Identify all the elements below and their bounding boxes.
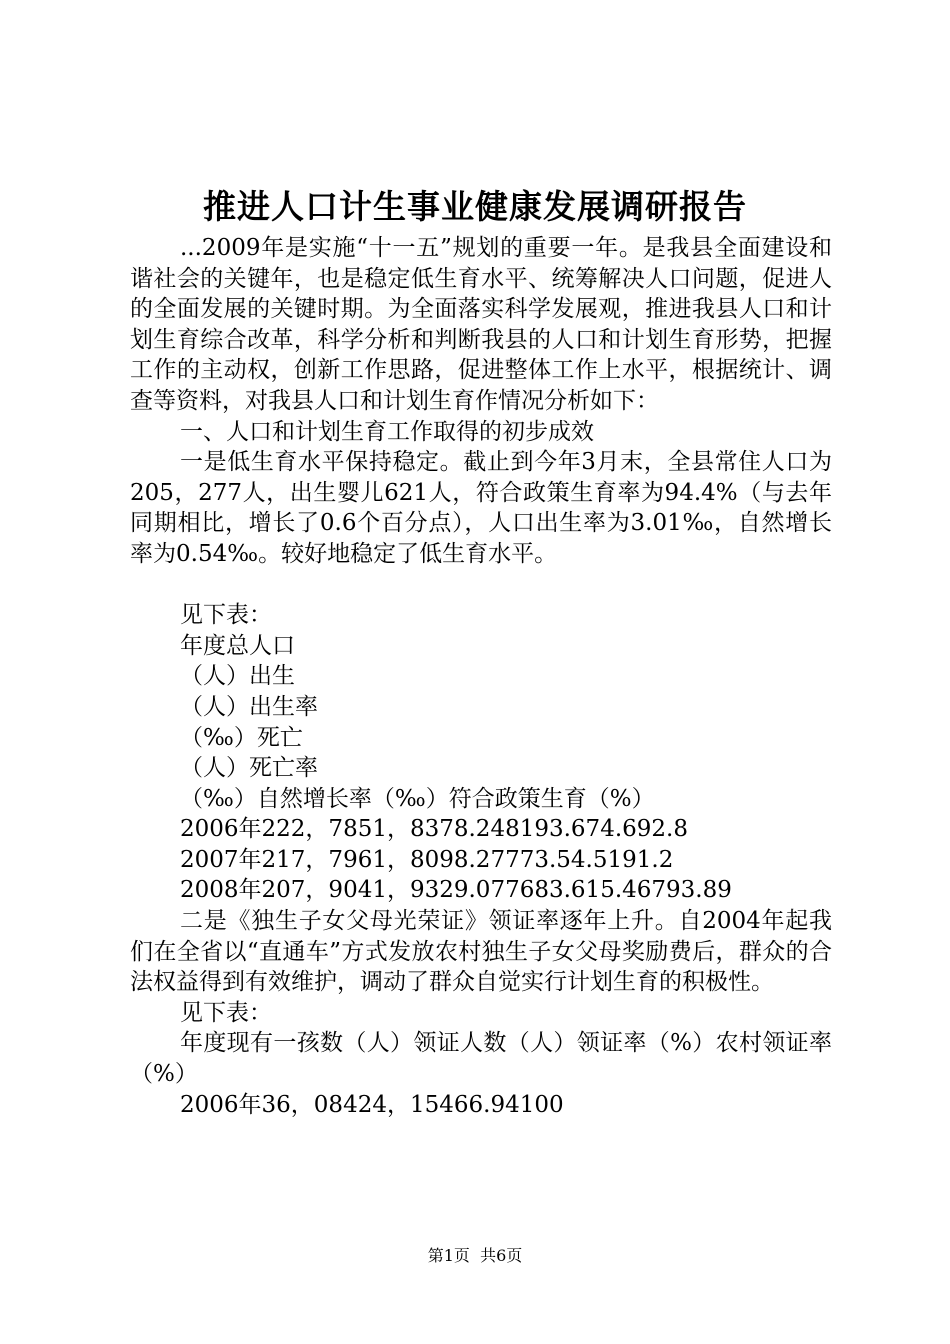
page-total: 共6页	[480, 1246, 523, 1265]
table-header-line: （‰）自然增长率（‰）符合政策生育（%）	[180, 785, 655, 812]
table-header-line: 年度总人口	[180, 632, 295, 659]
page-footer	[0, 1246, 950, 1266]
table-row: 2006年36，08424，15466.94100	[180, 1091, 564, 1118]
table-intro: 见下表：	[180, 602, 272, 629]
table-header-line: 年度现有一孩数（人）领证人数（人）领证率（%）农村领证率（%）	[130, 1030, 832, 1088]
table-header-line: （人）死亡率	[180, 755, 318, 782]
page-number: 第1页	[427, 1246, 470, 1265]
document-title: 推进人口计生事业健康发展调研报告	[203, 187, 747, 226]
paragraph-certificate: 二是《独生子女父母光荣证》领证率逐年上升。自2004年起我们在全省以“直通车”方式发放农村独生子女父母奖励费后，群众的合法权益得到有效维护，调动了群众自觉实行计划生育的积极性。	[130, 908, 832, 996]
document-body	[130, 233, 832, 1120]
paragraph-spacer	[130, 570, 832, 601]
paragraph-intro: ...2009年是实施“十一五”规划的重要一年。是我县全面建设和谐社会的关键年，也是稳定低生育水平、统筹解决人口问题，促进人的全面发展的关键时期。为全面落实科学发展观，推进我县人口和计划生育综合改革，科学分析和判断我县的人口和计划生育形势，把握工作的主动权，创新工作思路，促进整体工作上水平，根据统计、调查等资料，对我县人口和计划生育作情况分析如下：	[130, 235, 832, 414]
table-header-line: （人）出生	[180, 663, 295, 690]
section-heading: 一、人口和计划生育工作取得的初步成效	[180, 418, 594, 445]
table-intro: 见下表：	[180, 999, 272, 1026]
table-row: 2006年222，7851，8378.248193.674.692.8	[180, 816, 688, 843]
table-header-line: （‰）死亡	[180, 724, 303, 751]
paragraph-low-fertility: 一是低生育水平保持稳定。截止到今年3月末，全县常住人口为205，277人，出生婴儿621人，符合政策生育率为94.4%（与去年同期相比，增长了0.6个百分点），人口出生率为3.01‰，自然增长率为0.54‰。较好地稳定了低生育水平。	[130, 449, 832, 567]
table-row: 2008年207，9041，9329.077683.615.46793.89	[180, 877, 732, 904]
table-row: 2007年217，7961，8098.27773.54.5191.2	[180, 846, 674, 873]
table-header-line: （人）出生率	[180, 693, 318, 720]
